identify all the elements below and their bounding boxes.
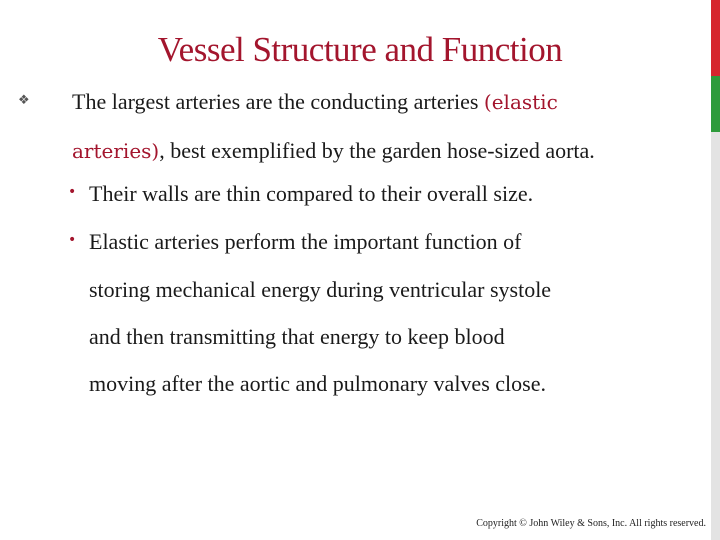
diamond-bullet-icon: ❖	[18, 93, 30, 108]
main-bullet-text-2: , best exemplified by the garden hose-sized aorta.	[159, 138, 595, 163]
main-bullet-line-2	[72, 124, 595, 178]
highlight-elastic: (elastic	[483, 90, 558, 114]
highlight-arteries: arteries)	[72, 139, 160, 163]
main-bullet-text-1: The largest arteries are the conducting arteries	[72, 89, 484, 114]
sub-bullet-2-line-3: and then transmitting that energy to keep blood	[89, 324, 505, 349]
accent-bar-green	[711, 76, 720, 132]
sub-bullet-1-line-1: Their walls are thin compared to their overall size.	[89, 181, 534, 206]
accent-bar-grey	[711, 132, 720, 540]
main-bullet-line-1	[72, 75, 558, 129]
sub-bullet-2-line-4: moving after the aortic and pulmonary valves close.	[89, 371, 546, 396]
sub-bullet-dot: •	[68, 184, 77, 200]
sub-bullet-2-line-2: storing mechanical energy during ventricular systole	[89, 277, 552, 302]
slide-title: Vessel Structure and Function	[157, 30, 563, 69]
sub-bullet-2-line-1: Elastic arteries perform the important function of	[89, 229, 522, 254]
copyright-notice: Copyright © John Wiley & Sons, Inc. All rights reserved.	[476, 518, 706, 529]
sub-bullet-dot: •	[68, 232, 77, 248]
